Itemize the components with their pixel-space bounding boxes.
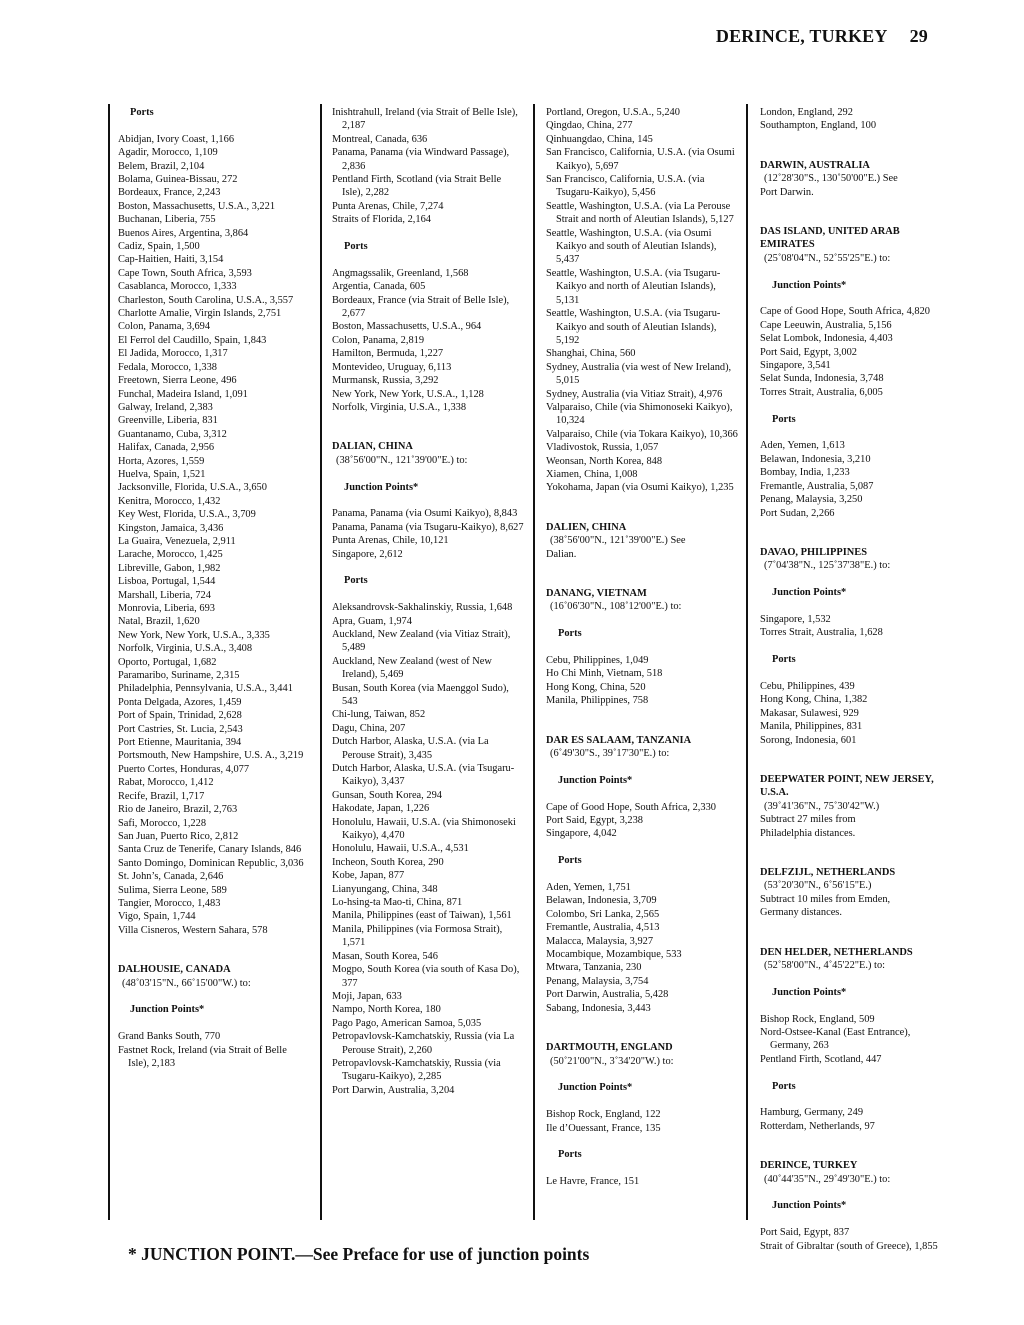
port-heading: DAS ISLAND, UNITED ARAB EMIRATES — [760, 226, 900, 251]
distance-entry: Port Said, Egypt, 3,238 — [546, 815, 643, 827]
spacer — [546, 561, 738, 587]
distance-entry: Bishop Rock, England, 122 — [546, 1109, 661, 1121]
subsection-heading: Junction Points* — [344, 481, 419, 493]
column-3 — [546, 106, 738, 1189]
distance-entry: Vladivostok, Russia, 1,057 — [546, 442, 659, 454]
distance-entry: Qinhuangdao, China, 145 — [546, 133, 653, 145]
subsection-heading: Ports — [772, 1080, 796, 1092]
distance-entry: Monrovia, Liberia, 693 — [118, 603, 215, 615]
distance-entry: Rotterdam, Netherlands, 97 — [760, 1120, 875, 1132]
distance-entry: Petropavlovsk-Kamchatskiy, Russia (via La Perouse Strait), 2,260 — [332, 1031, 515, 1056]
coordinates: (38˚56'00"N., 121˚39'00"E.) to: — [336, 454, 468, 466]
distance-entry: Hong Kong, China, 1,382 — [760, 694, 868, 706]
distance-entry: Cap-Haitien, Haiti, 3,154 — [118, 254, 224, 266]
distance-entry: Sydney, Australia (via Vitiaz Strait), 4,976 — [546, 388, 723, 400]
spacer — [546, 1162, 738, 1175]
distance-entry: Murmansk, Russia, 3,292 — [332, 375, 439, 387]
distance-entry: Lo-hsing-ta Mao-ti, China, 871 — [332, 897, 463, 909]
distance-entry: Seattle, Washington, U.S.A. (via Tsugaru-Kaikyo and north of Aleutian Islands), 5,131 — [546, 267, 721, 306]
distance-entry: Cape Leeuwin, Australia, 5,156 — [760, 319, 892, 331]
spacer — [118, 990, 310, 1003]
distance-entry: Montreal, Canada, 636 — [332, 133, 428, 145]
port-heading: DAR ES SALAAM, TANZANIA — [546, 734, 692, 746]
footer-note: * JUNCTION POINT.—See Preface for use of junction points — [128, 1244, 590, 1264]
distance-entry: Larache, Morocco, 1,425 — [118, 549, 223, 561]
distance-entry: Cebu, Philippines, 439 — [760, 680, 855, 692]
distance-entry: Jacksonville, Florida, U.S.A., 3,650 — [118, 482, 267, 494]
subsection-heading: Ports — [772, 654, 796, 666]
column-rule-left — [108, 104, 110, 1220]
distance-entry: Port Castries, St. Lucia, 2,543 — [118, 723, 243, 735]
distance-entry: Aleksandrovsk-Sakhalinskiy, Russia, 1,648 — [332, 602, 513, 614]
column-rule-1 — [320, 104, 322, 1220]
distance-entry: Charlotte Amalie, Virgin Islands, 2,751 — [118, 308, 282, 320]
distance-entry: Cape of Good Hope, South Africa, 4,820 — [760, 306, 930, 318]
distance-entry: Hakodate, Japan, 1,226 — [332, 803, 430, 815]
note-text: Subtract 10 miles from Emden, — [760, 893, 891, 905]
distance-entry: Petropavlovsk-Kamchatskiy, Russia (via Tsugaru-Kaikyo), 2,285 — [332, 1057, 501, 1083]
distance-entry: St. John’s, Canada, 2,646 — [118, 871, 224, 883]
distance-entry: Buenos Aires, Argentina, 3,864 — [118, 227, 249, 239]
distance-entry: Masan, South Korea, 546 — [332, 950, 438, 962]
spacer — [332, 253, 524, 266]
distance-entry: New York, New York, U.S.A., 1,128 — [332, 388, 484, 400]
port-heading: DALHOUSIE, CANADA — [118, 964, 231, 976]
distance-entry: Angmagssalik, Greenland, 1,568 — [332, 267, 469, 279]
spacer — [546, 641, 738, 654]
distance-entry: Qingdao, China, 277 — [546, 120, 633, 132]
distance-entry: Belem, Brazil, 2,104 — [118, 160, 205, 172]
distance-entry: Belawan, Indonesia, 3,709 — [546, 895, 657, 907]
distance-entry: Gunsan, South Korea, 294 — [332, 789, 442, 801]
distance-entry: Panama, Panama (via Windward Passage), 2,836 — [332, 147, 510, 172]
spacer — [760, 573, 952, 586]
distance-entry: Manila, Philippines (via Formosa Strait), 1,571 — [332, 923, 503, 949]
distance-entry: Casablanca, Morocco, 1,333 — [118, 281, 237, 293]
spacer — [760, 600, 952, 613]
distance-entry: Vigo, Spain, 1,744 — [118, 911, 196, 923]
distance-entry: Fremantle, Australia, 4,513 — [546, 922, 660, 934]
distance-entry: Port Sudan, 2,266 — [760, 507, 835, 519]
page-number: 29 — [909, 26, 928, 46]
distance-entry: Singapore, 2,612 — [332, 548, 403, 560]
subsection-heading: Ports — [772, 413, 796, 425]
distance-entry: Kingston, Jamaica, 3,436 — [118, 522, 224, 534]
distance-entry: Sydney, Australia (via west of New Ireland), 5,015 — [546, 361, 732, 387]
distance-entry: Santo Domingo, Dominican Republic, 3,036 — [118, 857, 304, 869]
spacer — [546, 1095, 738, 1108]
distance-entry: Shanghai, China, 560 — [546, 348, 636, 360]
distance-entry: Boston, Massachusetts, U.S.A., 964 — [332, 321, 482, 333]
distance-entry: Boston, Massachusetts, U.S.A., 3,221 — [118, 200, 276, 212]
port-heading: DERINCE, TURKEY — [760, 1160, 858, 1172]
distance-entry: Dagu, China, 207 — [332, 722, 406, 734]
distance-entry: Guantanamo, Cuba, 3,312 — [118, 428, 227, 440]
spacer — [332, 494, 524, 507]
distance-entry: Dutch Harbor, Alaska, U.S.A. (via La Perouse Strait), 3,435 — [332, 736, 489, 761]
distance-entry: El Ferrol del Caudillo, Spain, 1,843 — [118, 334, 267, 346]
distance-entry: Port Etienne, Mauritania, 394 — [118, 737, 242, 749]
spacer — [760, 747, 952, 773]
distance-entry: Ile d’Ouessant, France, 135 — [546, 1122, 661, 1134]
subsection-heading: Ports — [344, 241, 368, 253]
distance-entry: Seattle, Washington, U.S.A. (via Osumi Kaikyo and south of Aleutian Islands), 5,437 — [546, 227, 717, 266]
distance-entry: Fremantle, Australia, 5,087 — [760, 480, 874, 492]
distance-entry: Torres Strait, Australia, 6,005 — [760, 386, 883, 398]
distance-entry: Hamilton, Bermuda, 1,227 — [332, 348, 444, 360]
distance-entry: Norfolk, Virginia, U.S.A., 3,408 — [118, 643, 253, 655]
spacer — [760, 520, 952, 546]
distance-entry: Natal, Brazil, 1,620 — [118, 616, 200, 628]
subsection-heading: Junction Points* — [558, 1082, 633, 1094]
distance-entry: Argentia, Canada, 605 — [332, 281, 426, 293]
distance-entry: Freetown, Sierra Leone, 496 — [118, 375, 237, 387]
distance-entry: Port Said, Egypt, 3,002 — [760, 346, 857, 358]
distance-entry: Manila, Philippines, 831 — [760, 721, 863, 733]
spacer — [760, 292, 952, 305]
note-text: Germany distances. — [760, 907, 842, 919]
spacer — [760, 840, 952, 866]
column-rule-2 — [533, 104, 535, 1220]
column-1 — [118, 106, 310, 1070]
distance-entry: Apra, Guam, 1,974 — [332, 615, 412, 627]
subsection-heading: Ports — [130, 107, 154, 118]
spacer — [760, 972, 952, 985]
coordinates: (40˚44'35"N., 29˚49'30"E.) to: — [764, 1173, 891, 1185]
distance-entry: Valparaiso, Chile (via Tokara Kaikyo), 10,366 — [546, 428, 738, 440]
distance-entry: Seattle, Washington, U.S.A. (via La Perouse Strait and north of Aleutian Islands), 5,127 — [546, 200, 734, 226]
distance-entry: Grand Banks South, 770 — [118, 1031, 221, 1043]
distance-entry: Halifax, Canada, 2,956 — [118, 442, 215, 454]
spacer — [546, 708, 738, 734]
distance-entry: Bishop Rock, England, 509 — [760, 1013, 875, 1025]
distance-entry: Fedala, Morocco, 1,338 — [118, 361, 217, 373]
spacer — [546, 495, 738, 521]
distance-entry: Hong Kong, China, 520 — [546, 681, 646, 693]
distance-entry: Weonsan, North Korea, 848 — [546, 455, 663, 467]
distance-entry: Nampo, North Korea, 180 — [332, 1004, 441, 1016]
distance-entry: Singapore, 1,532 — [760, 613, 831, 625]
spacer — [760, 1213, 952, 1226]
distance-entry: Rabat, Morocco, 1,412 — [118, 777, 214, 789]
distance-entry: Cadiz, Spain, 1,500 — [118, 241, 200, 253]
distance-entry: Panama, Panama (via Osumi Kaikyo), 8,843 — [332, 508, 518, 520]
spacer — [760, 1186, 952, 1199]
spacer — [332, 414, 524, 440]
coordinates: (52˚58'00"N., 4˚45'22"E.) to: — [764, 960, 886, 971]
distance-entry: Strait of Gibraltar (south of Greece), 1,855 — [760, 1240, 938, 1252]
subsection-heading: Ports — [558, 855, 582, 867]
spacer — [546, 1068, 738, 1081]
spacer — [760, 265, 952, 278]
subsection-heading: Ports — [344, 575, 368, 587]
subsection-heading: Junction Points* — [772, 986, 847, 998]
distance-entry: Sorong, Indonesia, 601 — [760, 734, 857, 746]
distance-entry: Norfolk, Virginia, U.S.A., 1,338 — [332, 401, 467, 413]
distance-entry: Tangier, Morocco, 1,483 — [118, 897, 221, 909]
distance-entry: Honolulu, Hawaii, U.S.A. (via Shimonoseki Kaikyo), 4,470 — [332, 816, 516, 842]
distance-entry: Villa Cisneros, Western Sahara, 578 — [118, 924, 268, 936]
spacer — [760, 640, 952, 653]
column-2 — [332, 106, 524, 1097]
distance-entry: Ponta Delgada, Azores, 1,459 — [118, 696, 242, 708]
distance-entry: Montevideo, Uruguay, 6,113 — [332, 361, 452, 373]
distance-entry: Charleston, South Carolina, U.S.A., 3,557 — [118, 294, 294, 306]
distance-entry: Dutch Harbor, Alaska, U.S.A. (via Tsugaru-Kaikyo), 3,437 — [332, 763, 515, 788]
distance-entry: El Jadida, Morocco, 1,317 — [118, 348, 228, 360]
coordinates: (53˚20'30"N., 6˚56'15"E.) — [764, 880, 872, 892]
spacer — [546, 1135, 738, 1148]
spacer — [546, 841, 738, 854]
spacer — [760, 399, 952, 412]
distance-entry: Valparaiso, Chile (via Shimonoseki Kaikyo), 10,324 — [546, 401, 733, 427]
distance-entry: Chi-lung, Taiwan, 852 — [332, 709, 426, 721]
distance-entry: Bombay, India, 1,233 — [760, 467, 850, 479]
distance-entry: Mtwara, Tanzania, 230 — [546, 962, 642, 974]
distance-entry: Colombo, Sri Lanka, 2,565 — [546, 908, 660, 920]
distance-entry: Bordeaux, France, 2,243 — [118, 187, 221, 199]
spacer — [760, 667, 952, 680]
distance-entry: Horta, Azores, 1,559 — [118, 455, 205, 467]
distance-entry: Torres Strait, Australia, 1,628 — [760, 627, 883, 639]
distance-entry: Manila, Philippines (east of Taiwan), 1,561 — [332, 910, 512, 922]
distance-entry: Mogpo, South Korea (via south of Kasa Do), 377 — [332, 964, 520, 989]
column-rule-3 — [746, 104, 748, 1220]
distance-entry: Straits of Florida, 2,164 — [332, 214, 431, 226]
distance-entry: Greenville, Liberia, 831 — [118, 415, 218, 427]
distance-entry: Abidjan, Ivory Coast, 1,166 — [118, 133, 235, 145]
distance-entry: Sabang, Indonesia, 3,443 — [546, 1002, 651, 1014]
spacer — [118, 119, 310, 132]
spacer — [760, 133, 952, 159]
subsection-heading: Ports — [558, 1149, 582, 1161]
spacer — [546, 868, 738, 881]
distance-entry: Pago Pago, American Samoa, 5,035 — [332, 1017, 482, 1029]
distance-entry: Santa Cruz de Tenerife, Canary Islands, 846 — [118, 844, 302, 856]
port-heading: DALIEN, CHINA — [546, 521, 627, 533]
port-heading: DEEPWATER POINT, NEW JERSEY, U.S.A. — [760, 773, 934, 799]
port-heading: DELFZIJL, NETHERLANDS — [760, 866, 896, 878]
distance-entry: New York, New York, U.S.A., 3,335 — [118, 629, 270, 641]
port-heading: DARWIN, AUSTRALIA — [760, 159, 870, 171]
spacer — [332, 227, 524, 240]
spacer — [546, 614, 738, 627]
distance-entry: Lianyungang, China, 348 — [332, 883, 438, 895]
distance-entry: Safi, Morocco, 1,228 — [118, 817, 207, 829]
distance-entry: Punta Arenas, Chile, 10,121 — [332, 535, 449, 547]
distance-entry: Nord-Ostsee-Kanal (East Entrance), Germany, 263 — [760, 1027, 911, 1052]
distance-entry: San Juan, Puerto Rico, 2,812 — [118, 830, 239, 842]
spacer — [118, 1017, 310, 1030]
distance-entry: Funchal, Madeira Island, 1,091 — [118, 388, 248, 400]
note-text: Port Darwin. — [760, 186, 814, 198]
distance-entry: Manila, Philippines, 758 — [546, 695, 649, 707]
distance-entry: La Guaira, Venezuela, 2,911 — [118, 535, 236, 547]
coordinates: (7˚04'38"N., 125˚37'38"E.) to: — [764, 560, 891, 572]
coordinates: (38˚56'00"N., 121˚39'00"E.) See — [550, 535, 686, 547]
distance-entry: London, England, 292 — [760, 107, 853, 118]
distance-entry: Busan, South Korea (via Maenggol Sudo), 543 — [332, 682, 509, 707]
distance-entry: Galway, Ireland, 2,383 — [118, 401, 213, 413]
distance-entry: Kobe, Japan, 877 — [332, 870, 405, 882]
spacer — [760, 920, 952, 946]
spacer — [760, 426, 952, 439]
coordinates: (48˚03'15"N., 66˚15'00"W.) to: — [122, 977, 251, 989]
distance-entry: Penang, Malaysia, 3,754 — [546, 975, 649, 987]
spacer — [332, 588, 524, 601]
spacer — [760, 999, 952, 1012]
port-heading: DAVAO, PHILIPPINES — [760, 546, 868, 558]
distance-entry: Selat Sunda, Indonesia, 3,748 — [760, 373, 884, 385]
subsection-heading: Ports — [558, 628, 582, 640]
distance-entry: Honolulu, Hawaii, U.S.A., 4,531 — [332, 843, 469, 855]
distance-entry: Auckland, New Zealand (west of New Ireland), 5,469 — [332, 655, 492, 681]
distance-entry: Colon, Panama, 2,819 — [332, 334, 425, 346]
distance-entry: Cebu, Philippines, 1,049 — [546, 655, 649, 666]
distance-entry: Kenitra, Morocco, 1,432 — [118, 495, 221, 507]
distance-entry: Colon, Panama, 3,694 — [118, 321, 211, 333]
distance-entry: Aden, Yemen, 1,751 — [546, 882, 631, 894]
spacer — [546, 787, 738, 800]
distance-entry: Rio de Janeiro, Brazil, 2,763 — [118, 804, 238, 816]
note-text: Dalian. — [546, 548, 577, 560]
spacer — [546, 1015, 738, 1041]
page-title: DERINCE, TURKEY — [715, 26, 888, 46]
distance-entry: Singapore, 3,541 — [760, 360, 831, 372]
distance-entry: Port Said, Egypt, 837 — [760, 1227, 850, 1239]
distance-entry: Cape of Good Hope, South Africa, 2,330 — [546, 801, 716, 813]
distance-entry: Lisboa, Portugal, 1,544 — [118, 576, 216, 588]
note-text: Subtract 27 miles from — [760, 814, 856, 826]
distance-entry: Fastnet Rock, Ireland (via Strait of Belle Isle), 2,183 — [118, 1044, 287, 1069]
distance-entry: Sulima, Sierra Leone, 589 — [118, 884, 227, 896]
distance-entry: Port Darwin, Australia, 3,204 — [332, 1084, 455, 1096]
spacer — [760, 199, 952, 225]
distance-entry: Puerto Cortes, Honduras, 4,077 — [118, 763, 250, 775]
distance-entry: Yokohama, Japan (via Osumi Kaikyo), 1,235 — [546, 482, 734, 494]
distance-entry: Penang, Malaysia, 3,250 — [760, 494, 863, 506]
port-heading: DEN HELDER, NETHERLANDS — [760, 946, 913, 958]
distance-entry: Punta Arenas, Chile, 7,274 — [332, 200, 444, 212]
distance-entry: Marshall, Liberia, 724 — [118, 589, 211, 601]
distance-entry: Port Darwin, Australia, 5,428 — [546, 989, 669, 1001]
distance-entry: Panama, Panama (via Tsugaru-Kaikyo), 8,627 — [332, 521, 524, 533]
distance-entry: Portsmouth, New Hampshire, U.S. A., 3,219 — [118, 750, 304, 762]
distance-entry: Oporto, Portugal, 1,682 — [118, 656, 217, 668]
coordinates: (25˚08'04"N., 52˚55'25"E.) to: — [764, 252, 891, 264]
distance-entry: Selat Lombok, Indonesia, 4,403 — [760, 333, 893, 345]
coordinates: (50˚21'00"N., 3˚34'20"W.) to: — [550, 1055, 674, 1067]
subsection-heading: Junction Points* — [772, 1200, 847, 1212]
distance-entry: Buchanan, Liberia, 755 — [118, 214, 216, 226]
distance-entry: Southampton, England, 100 — [760, 120, 877, 132]
distance-entry: Aden, Yemen, 1,613 — [760, 440, 845, 452]
distance-entry: Inishtrahull, Ireland (via Strait of Belle Isle), 2,187 — [332, 107, 518, 132]
port-heading: DALIAN, CHINA — [332, 441, 413, 453]
subsection-heading: Junction Points* — [772, 587, 847, 599]
coordinates: (16˚06'30"N., 108˚12'00"E.) to: — [550, 601, 682, 613]
running-head — [716, 26, 928, 47]
distance-entry: Makasar, Sulawesi, 929 — [760, 707, 859, 719]
distance-entry: Moji, Japan, 633 — [332, 990, 402, 1002]
distance-entry: Bolama, Guinea-Bissau, 272 — [118, 174, 238, 186]
column-4 — [760, 106, 952, 1253]
port-heading: DARTMOUTH, ENGLAND — [546, 1042, 673, 1054]
note-text: Philadelphia distances. — [760, 827, 856, 839]
spacer — [546, 760, 738, 773]
distance-entry: Ho Chi Minh, Vietnam, 518 — [546, 668, 663, 680]
spacer — [332, 467, 524, 480]
spacer — [760, 1093, 952, 1106]
distance-entry: Seattle, Washington, U.S.A. (via Tsugaru-Kaikyo and south of Aleutian Islands), 5,192 — [546, 308, 721, 346]
distance-entry: Pentland Firth, Scotland, 447 — [760, 1053, 882, 1065]
distance-entry: Paramaribo, Suriname, 2,315 — [118, 670, 240, 682]
distance-entry: Bordeaux, France (via Strait of Belle Isle), 2,677 — [332, 294, 510, 320]
distance-entry: Malacca, Malaysia, 3,927 — [546, 935, 654, 947]
distance-entry: Hamburg, Germany, 249 — [760, 1107, 864, 1119]
distance-entry: Mocambique, Mozambique, 533 — [546, 949, 682, 961]
coordinates: (39˚41'36"N., 75˚30'42"W.) — [764, 800, 880, 812]
spacer — [332, 561, 524, 574]
distance-entry: Auckland, New Zealand (via Vitiaz Strait), 5,489 — [332, 628, 511, 654]
subsection-heading: Junction Points* — [558, 774, 633, 786]
spacer — [760, 1133, 952, 1159]
distance-entry: Philadelphia, Pennsylvania, U.S.A., 3,441 — [118, 683, 293, 695]
subsection-heading: Junction Points* — [772, 279, 847, 291]
distance-entry: Recife, Brazil, 1,717 — [118, 790, 205, 802]
distance-entry: Singapore, 4,042 — [546, 828, 617, 840]
distance-entry: Cape Town, South Africa, 3,593 — [118, 267, 252, 279]
distance-entry: San Francisco, California, U.S.A. (via Osumi Kaikyo), 5,697 — [546, 147, 735, 172]
port-heading: DANANG, VIETNAM — [546, 588, 647, 599]
distance-entry: Pentland Firth, Scotland (via Strait Belle Isle), 2,282 — [332, 174, 502, 199]
spacer — [760, 1066, 952, 1079]
coordinates: (12˚28'30"S., 130˚50'00"E.) See — [764, 173, 898, 185]
distance-entry: Le Havre, France, 151 — [546, 1176, 640, 1188]
distance-entry: Belawan, Indonesia, 3,210 — [760, 453, 871, 465]
distance-entry: Libreville, Gabon, 1,982 — [118, 562, 221, 574]
spacer — [118, 937, 310, 963]
distance-entry: Agadir, Morocco, 1,109 — [118, 147, 218, 159]
distance-entry: Huelva, Spain, 1,521 — [118, 468, 206, 480]
distance-entry: San Francisco, California, U.S.A. (via Tsugaru-Kaikyo), 5,456 — [546, 174, 705, 199]
distance-entry: Port of Spain, Trinidad, 2,628 — [118, 710, 242, 722]
subsection-heading: Junction Points* — [130, 1004, 205, 1016]
distance-entry: Incheon, South Korea, 290 — [332, 856, 444, 868]
distance-entry: Key West, Florida, U.S.A., 3,709 — [118, 509, 256, 521]
distance-entry: Portland, Oregon, U.S.A., 5,240 — [546, 107, 680, 118]
distance-entry: Xiamen, China, 1,008 — [546, 468, 638, 480]
coordinates: (6˚49'30"S., 39˚17'30"E.) to: — [550, 748, 670, 760]
